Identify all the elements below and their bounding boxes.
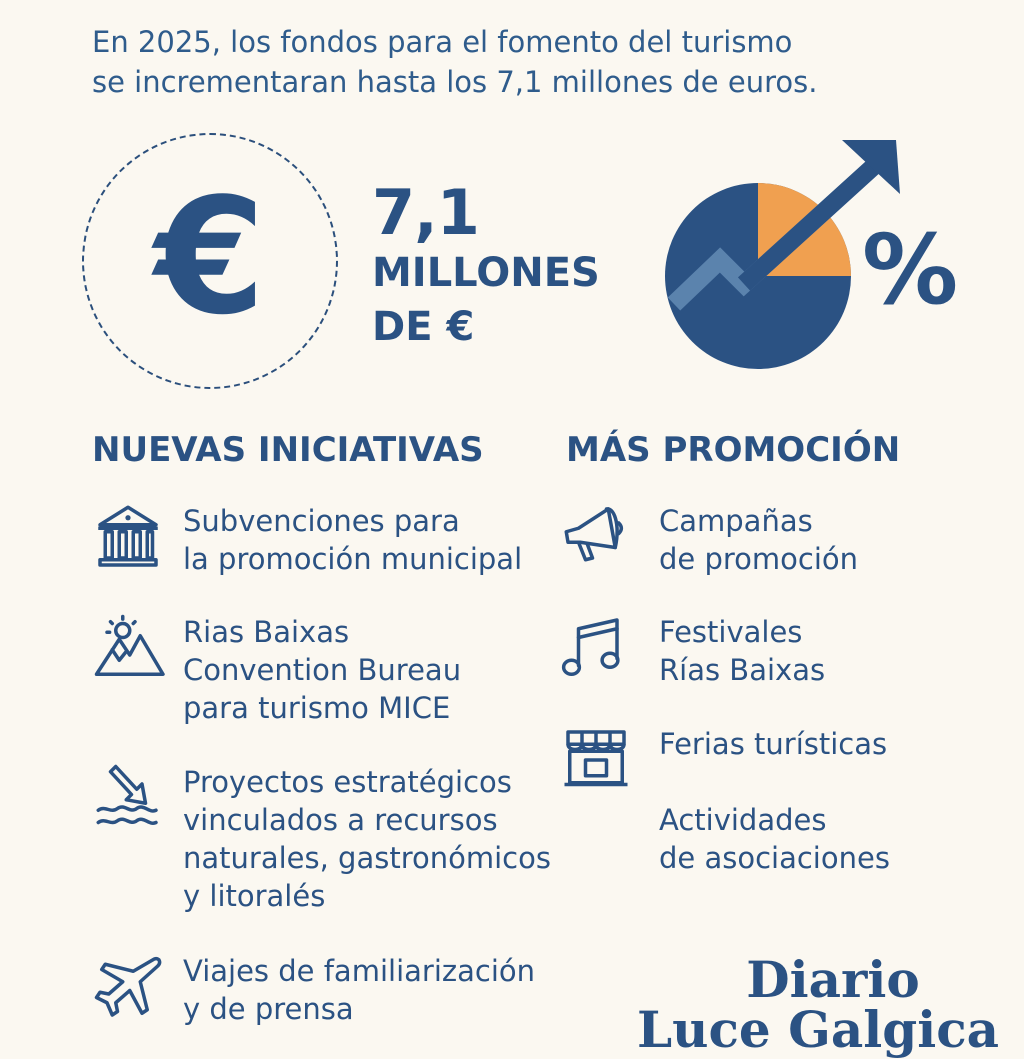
euro-badge	[82, 133, 338, 389]
sun-mountain-icon	[88, 613, 168, 683]
item-line: y litoralés	[183, 879, 326, 913]
item-line: vinculados a recursos	[183, 803, 498, 837]
amount-figure	[372, 176, 600, 354]
megaphone-icon	[556, 502, 636, 572]
item-line: para turismo MICE	[183, 691, 451, 725]
government-building-icon	[88, 502, 168, 572]
publisher-logo-line-1: Diario	[746, 950, 920, 1009]
nuevas-iniciativas-title: NUEVAS INICIATIVAS	[92, 430, 484, 470]
item-line: la promoción municipal	[183, 542, 523, 576]
item-line: Proyectos estratégicos	[183, 765, 512, 799]
item-line: Rias Baixas	[183, 615, 350, 649]
airplane-icon	[88, 952, 168, 1022]
item-line: Subvenciones para	[183, 504, 460, 538]
market-stall-icon	[556, 725, 636, 795]
music-note-icon	[556, 613, 636, 683]
item-line: de promoción	[659, 542, 859, 576]
item-line: Convention Bureau	[183, 653, 462, 687]
headline-line-1: En 2025, los fondos para el fomento del turismo	[92, 25, 793, 59]
item-line: naturales, gastronómicos	[183, 841, 551, 875]
item-line: Festivales	[659, 615, 803, 649]
amount-unit-line-1: MILLONES	[372, 250, 600, 296]
item-line: Rías Baixas	[659, 653, 826, 687]
headline-line-2: se incrementaran hasta los 7,1 millones de euros.	[92, 65, 818, 99]
item-line: de asociaciones	[659, 841, 890, 875]
publisher-logo-line-2: Luce Galgica	[636, 1000, 1000, 1059]
item-line: Campañas	[659, 504, 813, 538]
item-line: Ferias turísticas	[659, 727, 888, 761]
item-line: y de prensa	[183, 992, 354, 1026]
amount-value: 7,1	[372, 176, 479, 249]
mas-promocion-title: MÁS PROMOCIÓN	[566, 430, 901, 470]
publisher-logo	[612, 950, 1024, 1059]
percent-icon: %	[862, 214, 959, 326]
item-line: Viajes de familiarización	[183, 954, 535, 988]
arrow-waves-icon	[88, 763, 168, 833]
item-line: Actividades	[659, 803, 827, 837]
euro-icon: €	[154, 163, 266, 350]
headline	[92, 22, 872, 102]
amount-unit-line-2: DE €	[372, 304, 475, 350]
